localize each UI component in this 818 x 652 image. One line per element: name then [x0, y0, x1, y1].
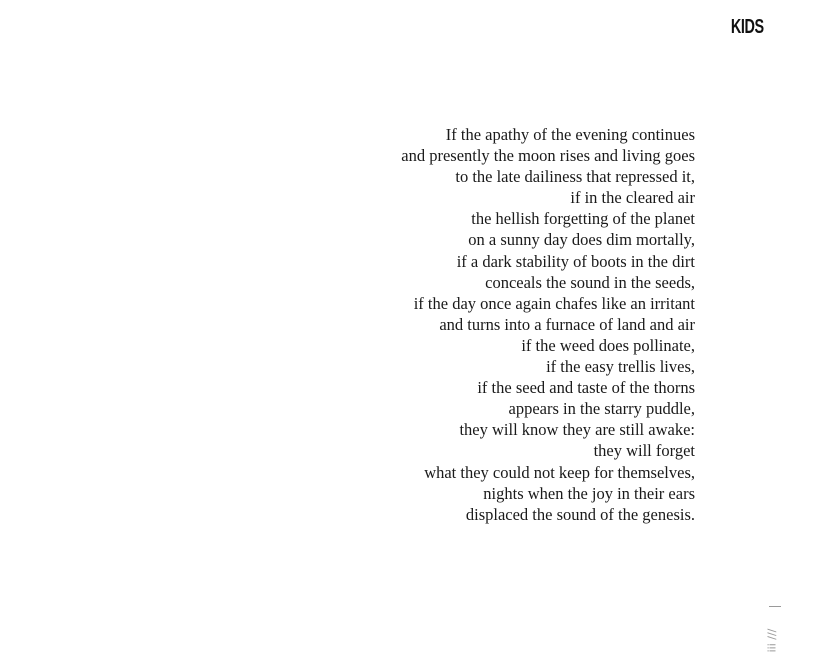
poem-line: if the easy trellis lives, [546, 357, 695, 377]
poem-line: If the apathy of the evening continues [445, 125, 695, 144]
poem-line: if a dark stability of boots in the dirt [456, 251, 695, 271]
poem-line: they will forget [593, 441, 695, 461]
poem-line: if the weed does pollinate, [521, 335, 695, 355]
page-marker [762, 606, 780, 650]
poem [335, 124, 695, 525]
poem-line: appears in the starry puddle, [508, 399, 695, 419]
poem-line: what they could not keep for themselves, [424, 462, 695, 482]
poem-line: if the day once again chafes like an irritant [413, 293, 695, 313]
poem-line: on a sunny day does dim mortally, [468, 230, 695, 250]
poem-line: conceals the sound in the seeds, [485, 272, 695, 292]
poem-line: and presently the moon rises and living goes [401, 146, 695, 166]
marker-rule [769, 606, 781, 607]
poem-line: the hellish forgetting of the planet [471, 209, 695, 229]
poem-line: and turns into a furnace of land and air [439, 314, 695, 334]
poem-line: they will know they are still awake: [459, 420, 695, 440]
poem-line: if in the cleared air [570, 188, 695, 208]
section-title: KIDS [731, 16, 764, 38]
poem-line: if the seed and taste of the thorns [477, 378, 695, 398]
page-folio: iii /// [765, 628, 779, 652]
poem-line: displaced the sound of the genesis. [465, 504, 695, 524]
poem-line: to the late dailiness that repressed it, [455, 167, 695, 187]
poem-line: nights when the joy in their ears [483, 483, 695, 503]
